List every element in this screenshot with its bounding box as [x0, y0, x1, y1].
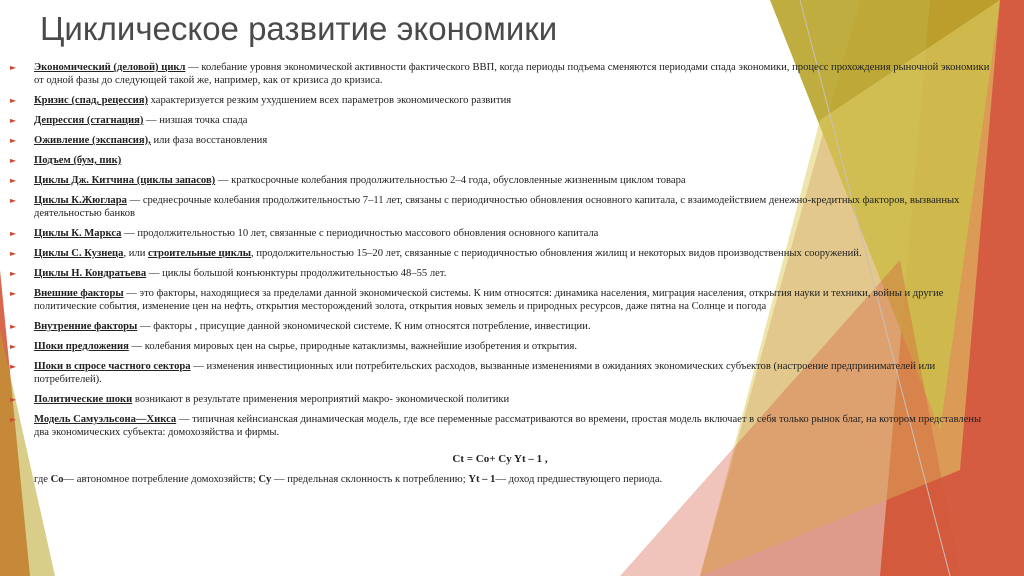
bullet-list — [10, 61, 990, 486]
item-term: Экономический (деловой) цикл — [34, 62, 186, 73]
bullet-arrow-icon: ► — [10, 176, 17, 185]
list-item — [10, 393, 990, 406]
bullet-arrow-icon: ► — [10, 342, 17, 351]
legend-cy: Cy — [258, 474, 272, 485]
list-item — [10, 287, 990, 313]
legend-yt: Yt – 1 — [468, 474, 496, 485]
item-text: — изменения инвестиционных или потребительских расходов, вызванные изменениями в ожиданиях экономических субъектов (настроение предпринимателей или потребителей). — [34, 361, 936, 385]
item-text: — это факторы, находящиеся за пределами данной экономической системы. К ним относятся: динамика населения, миграция населения, открытия науки и техники, войны и другие политические события, изменение цен на нефть, открытия месторождений золота, открытия новых земель и природных ресурсов, даже пятна на Солнце и погода — [34, 288, 944, 312]
item-term: Циклы С. Кузнеца — [34, 248, 124, 259]
bullet-arrow-icon: ► — [10, 229, 17, 238]
bullet-arrow-icon: ► — [10, 63, 17, 72]
item-text: — среднесрочные колебания продолжительностью 7–11 лет, связаны с периодичностью обновления основного капитала, с взаимодействием денежно-кредитных факторов, вызванных деятельностью банков — [34, 195, 960, 219]
item-term: Циклы К. Маркса — [34, 228, 122, 239]
item-text: возникают в результате применения мероприятий макро- экономической политики — [132, 394, 510, 405]
legend-co-text: — автономное потребление домохозяйств; — [63, 474, 259, 485]
item-text: — факторы , присущие данной экономической системе. К ним относятся потребление, инвестиции. — [137, 321, 591, 332]
item-text: — продолжительностью 10 лет, связанные с периодичностью массового обновления основного капитала — [121, 228, 599, 239]
legend-prefix: где — [34, 474, 51, 485]
item-term: Политические шоки — [34, 394, 133, 405]
legend-cy-text: — предельная склонность к потреблению; — [271, 474, 469, 485]
list-item — [10, 320, 990, 333]
list-item — [10, 194, 990, 220]
item-text-secondary: , продолжительностью 15–20 лет, связанные с периодичностью обновления жилищ и некоторых видов производственных сооружений. — [251, 248, 862, 259]
list-item — [10, 267, 990, 280]
item-term: Циклы К.Жюглара — [34, 195, 127, 206]
item-term: Циклы Дж. Китчина (циклы запасов) — [34, 175, 216, 186]
formula-legend — [10, 473, 990, 486]
bullet-arrow-icon: ► — [10, 156, 17, 165]
item-text: характеризуется резким ухудшением всех параметров экономического развития — [147, 95, 512, 106]
item-text: или фаза восстановления — [150, 135, 268, 146]
item-text: — колебания мировых цен на сырье, природные катаклизмы, важнейшие изобретения и открытия. — [128, 341, 577, 352]
item-text: — колебание уровня экономической активности фактического ВВП, когда периоды подъема сменяются периодами спада экономики, процесс прохождения рыночной экономики от одной фазы до следующей такой же, например, как от кризиса до кризиса. — [34, 62, 990, 86]
item-term: Подъем (бум, пик) — [34, 155, 122, 166]
item-text: — циклы большой конъюнктуры продолжительностью 48–55 лет. — [146, 268, 447, 279]
list-item — [10, 114, 990, 127]
formula: Ct = Co+ Cy Yt – 1 , — [452, 453, 548, 465]
list-item — [10, 154, 990, 167]
bullet-arrow-icon: ► — [10, 322, 17, 331]
bullet-arrow-icon: ► — [10, 269, 17, 278]
list-item — [10, 360, 990, 386]
item-text: — низшая точка спада — [143, 115, 248, 126]
item-text: — краткосрочные колебания продолжительностью 2–4 года, обусловленные жизненным циклом товара — [215, 175, 686, 186]
item-term: Кризис (спад, рецессия) — [34, 95, 148, 106]
item-term: Модель Самуэльсона—Хикса — [34, 414, 177, 425]
legend-co: Co — [50, 474, 64, 485]
bullet-arrow-icon: ► — [10, 136, 17, 145]
bullet-arrow-icon: ► — [10, 196, 17, 205]
item-term: Шоки предложения — [34, 341, 129, 352]
bullet-arrow-icon: ► — [10, 249, 17, 258]
bullet-arrow-icon: ► — [10, 96, 17, 105]
list-item — [10, 134, 990, 147]
list-item — [10, 94, 990, 107]
item-term: Депрессия (стагнация) — [34, 115, 144, 126]
list-item — [10, 61, 990, 87]
item-term: Внутренние факторы — [34, 321, 138, 332]
item-term: Шоки в спросе частного сектора — [34, 361, 191, 372]
legend-yt-text: — доход предшествующего периода. — [495, 474, 663, 485]
item-term: Циклы Н. Кондратьева — [34, 268, 147, 279]
list-item — [10, 227, 990, 240]
list-item — [10, 413, 990, 439]
item-term-secondary: строительные циклы — [148, 248, 252, 259]
item-text: , или — [123, 248, 149, 259]
list-item — [10, 340, 990, 353]
item-term: Внешние факторы — [34, 288, 124, 299]
list-item — [10, 174, 990, 187]
bullet-arrow-icon: ► — [10, 395, 17, 404]
item-text: — типичная кейнсианская динамическая модель, где все переменные рассматриваются во времени, простая модель включает в себя только рынок благ, на котором представлены два экономических субъекта: домохозяйства и фирмы. — [34, 414, 982, 438]
bullet-arrow-icon: ► — [10, 116, 17, 125]
page-title: Циклическое развитие экономики — [40, 10, 558, 47]
item-term: Оживление (экспансия), — [34, 135, 151, 146]
bullet-arrow-icon: ► — [10, 362, 17, 371]
bullet-arrow-icon: ► — [10, 415, 17, 424]
bullet-arrow-icon: ► — [10, 289, 17, 298]
list-item — [10, 247, 990, 260]
